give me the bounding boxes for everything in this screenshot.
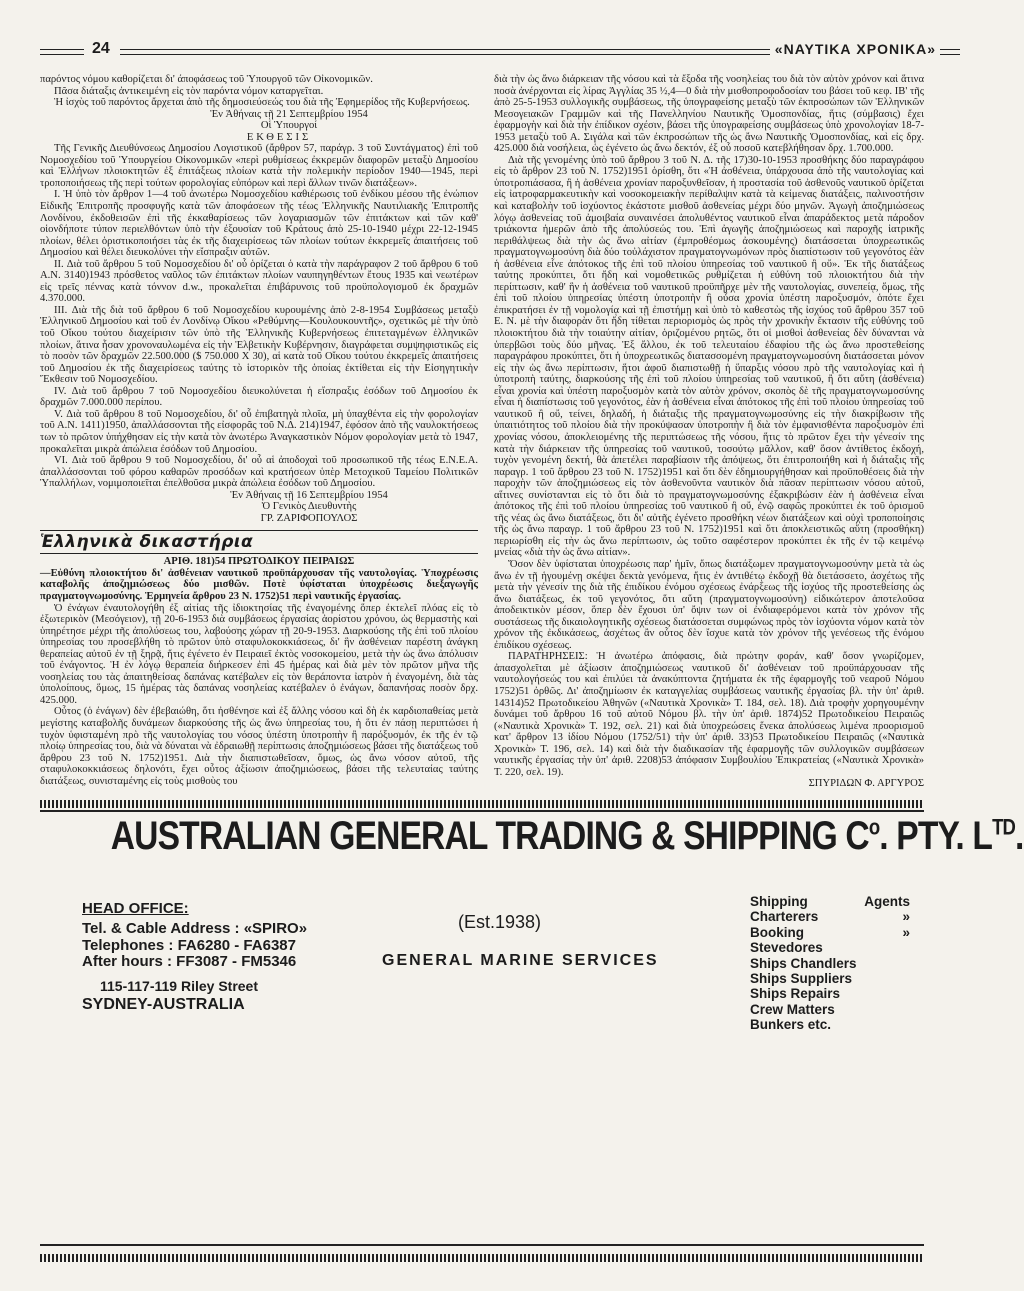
established-year: (Est.1938) <box>458 912 542 932</box>
company-pty-text: . PTY. L <box>879 814 993 858</box>
paragraph: I. Ἡ ὑπὸ τὸν ἄρθρον 1—4 τοῦ ἀνωτέρω Νομοσχεδίου καθιέρωσις τοῦ ἐνδίκου μέσου τῆς ἐνώπιον Εἰδικῆς Ἐπιτροπῆς προσφυγῆς κατὰ τῶν ἀποφάσεων τῆς τέως Ἑλληνικῆς Ναυτιλιακῆς Ἐπιτροπῆς Λονδίνου, ἐκδοθεισῶν ἐπὶ τῆς ἐκκαθαρίσεως τῶν λογαριασμῶν τῶν ἐπιτάκτων καὶ τῶν καθ' οἱονδήποτε τύπον περιελθόντων ὑπὸ τὴν ἐξουσίαν τοῦ Κράτους ἀπὸ 25-10-1940 μέχρι 22-12-1945 πλοίων, θέλει ὁριστικοποιήσει τὰς ἐκ τῆς διαχειρίσεως τῶν πλοίων τούτων ἐκκρεμεῖς ἀπαιτήσεις τοῦ Δημοσίου καὶ θέλει διευκολύνει τὴν εἴσπραξιν αὐτῶν. <box>40 189 478 259</box>
ad-border-top <box>40 800 924 808</box>
paragraph: Ἡ ἰσχὺς τοῦ παρόντος ἄρχεται ἀπὸ τῆς δημοσιεύσεώς του διὰ τῆς Ἐφημερίδος τῆς Κυβερνήσεως. <box>54 97 470 109</box>
service-mark: Agents <box>864 894 910 909</box>
header-rule-middle <box>120 49 770 55</box>
advertisement <box>40 800 1024 1262</box>
after-hours: After hours : FF3087 - FM5346 <box>82 953 297 970</box>
service-label: Stevedores <box>750 940 823 956</box>
paragraph: II. Διὰ τοῦ ἄρθρου 5 τοῦ Νομοσχεδίου δι' οὗ ὁρίζεται ὁ κατὰ τὴν παράγραφον 2 τοῦ ἄρθρου 6 τοῦ Α.Ν. 3140)1943 πρόσθετος ναῦλος τῶν ἐπιτάκτων πλοίων ναυπηγηθέντων ἔτους 1935 καὶ νεωτέρων εἰς τρεῖς πέννας κατὰ τόννον d.w., προκαλεῖται ἐπιβάρυνσις τοῦ προϋπολογισμοῦ ἐκ δραχμῶν 4.370.000. <box>40 258 478 305</box>
left-column <box>40 74 478 799</box>
company-name <box>110 814 1024 859</box>
service-item <box>750 940 910 955</box>
section-title: Ἑλληνικὰ δικαστήρια <box>40 532 254 553</box>
company-ltd-dot: . <box>1015 814 1024 858</box>
company-ltd-superscript: TD <box>992 814 1016 840</box>
paragraph: διὰ τὴν ὡς ἄνω διάρκειαν τῆς νόσου καὶ τὰ ἔξοδα τῆς νοσηλείας του διὰ τὸν αὐτὸν χρόνον καὶ ἅτινα ποσὰ ἀνέρχονται εἰς λίρας Ἀγγλίας 35 ½,4—0 διὰ τὴν μισθοπροφοδοσίαν του βάσει τοῦ κεφ. ΙΒ' τῆς ἀπὸ 25-5-1953 συλλογικῆς συμβάσεως, τῆς ὑπογραφείσης μεταξὺ τῶν ἐκπροσώπων τῶν Ἑλληνικῶν Μεσογειακῶν Γραμμῶν καὶ τῆς Πανελληνίου Ναυτικῆς Ὁμοσπονδίας, ἥτις (σύμβασις) ἔχει ἐφαρμογὴν καὶ διὰ τὴν ἐπίδικον σχέσιν, βάσει τῆς ὑπογραφείσης συμβάσεως ὑπὸ χρονολογίαν 18-7-1953 μεταξὺ τοῦ Α. Σιγάλα καὶ τῶν ἐκπροσώπων τῆς ὡς ἄνω Ναυτικῆς Ὁμοσπονδίας, καὶ εἰς δρχ. 425.000 διὰ νοσήλεια, ὡς ἐγένετο ὡς ἄνω δεκτόν, ἐξ οὗ ποσοῦ κατεβλήθησαν δρχ. 1.700.000. <box>494 74 924 155</box>
company-name-text: AUSTRALIAN GENERAL TRADING & SHIPPING C <box>110 814 869 858</box>
header-rule-right <box>940 49 960 55</box>
paragraph: Πᾶσα διάταξις ἀντικειμένη εἰς τὸν παρόντα νόμον καταργεῖται. <box>54 85 324 97</box>
author-name: ΣΠΥΡΙΔΩΝ Φ. ΑΡΓΥΡΟΣ <box>808 778 924 790</box>
journal-title: «ΝΑΥΤΙΚΑ ΧΡΟΝΙΚΑ» <box>774 41 936 57</box>
signatory-name: ΓΡ. ΖΑΡΙΦΟΠΟΥΛΟΣ <box>260 512 358 524</box>
ad-border-bottom <box>40 1254 924 1262</box>
service-label: Charterers <box>750 909 819 925</box>
service-label: Ships Repairs <box>750 986 841 1002</box>
cable-address: Tel. & Cable Address : «SPIRO» <box>82 920 308 937</box>
service-item <box>750 894 910 909</box>
page-header <box>40 40 960 62</box>
service-label: Shipping <box>750 894 808 909</box>
ad-rule-top <box>40 810 924 812</box>
contact-block <box>82 921 307 971</box>
company-co-superscript: o <box>868 814 880 840</box>
right-column <box>494 74 924 799</box>
service-item <box>750 956 910 971</box>
service-item <box>750 971 910 986</box>
services-list <box>750 894 910 1033</box>
paragraph: Διὰ τῆς γενομένης ὑπὸ τοῦ ἄρθρου 3 τοῦ Ν. Δ. τῆς 17)30-10-1953 προσθήκης δύο παραγράφου εἰς τὸ ἄρθρον 23 τοῦ Ν. 1752)1951 ὁρίσθη, ὅτι «Ἡ ἀσθένεια, ὑπάρχουσα ἀπὸ τῆς ναυτολογίας καὶ ὑποτροπιάσασα, ἢ ἡ ἀσθένεια χρονίαν παροξυνθεῖσαν, ἡ προστασία τοῦ ἀσθενοῦς ναυτικοῦ ὁρίζεται εἰς ἰατροφαρμακευτικὴν καὶ νοσοκομειακὴν περίθαλψιν κατὰ τὰ κείμενας διατάξεις, παλινοστήσιν καὶ καταβολὴν τοῦ ἰσχύοντος ἑκάστοτε μισθοῦ ἀσθενείας μέχρι δύο μηνῶν. Ἀγωγὴ ἀποζημιώσεως λόγῳ ἀσθενείας τοῦ ἀμοιβαία συναινέσει ἀπολυθέντος ναυτικοῦ εἶναι ἀπαράδεκτος μετὰ πάροδον τριάκοντα ἡμερῶν ἀπὸ τῆς ἀπολύσεώς του. Ἐπὶ ἀγωγῆς ἀποζημιώσεως καὶ παροχῆς ἰατρικῆς περιθάλψεως διὰ τὴν ὡς ἄνω αἰτίαν (ἐμπροθέσμως ἀσκουμένης) διατάσσεται ὑποχρεωτικῶς πραγματογνωμοσύνη διὰ δύο τοὐλάχιστον πραγματογνωμόνων πρὸς διαπίστωσιν τοῦ γεγονότος ἐὰν ἡ ἀσθένεια εἶνε ἀπότοκος τῆς ἐπὶ τοῦ πλοίου ὑπηρεσίας τοῦ ναυτικοῦ ἢ οὔ». Ἐκ τῆς διατάξεως ταύτης προκύπτει, ὅτι ἤδη καὶ νομοθετικῶς ρυθμίζεται ἡ εὐθύνη τοῦ πλοιοκτήτου διὰ τὴν περίπτωσιν, καθ' ἣν ἡ ἀσθένεια τοῦ ναυτικοῦ προϋπῆρχε μὲν τῆς ναυτολογίας, συνεπείᾳ, ὅμως, τῆς ἐπὶ τοῦ πλοίου ὑπηρεσίας ὑπέστη ὑποτροπὴν ἢ οὖσα χρονία ὑπέστη παροξυσμόν, ὁπότε ἔχει ἐπικρατήσει ἐν τῇ νομολογίᾳ καὶ τῇ ἐπιστήμῃ καὶ ὑπὸ τὸ καθεστὼς τῆς ἰσχύος τοῦ ἄρθρου 357 τοῦ Ε. Ν. μὲ τὴν διαφορὰν ὅτι ἤδη τίθεται περιορισμὸς ὡς πρὸς τὴν χρονικὴν ἔκτασιν τῆς εὐθύνης τοῦ πλοιοκτήτου διὰ τὴν τοιαύτην αἰτίαν, ὁριζομένου ρητῶς, ὅτι οἱ μισθοὶ ἀσθενείας δὲν δύνανται νὰ ὑπερβῶσι τοὺς δύο μῆνας. Ἐξ ἄλλου, ἐκ τοῦ τελευταίου ἐδαφίου τῆς ὡς ἄνω προστεθείσης παραγράφου προκύπτει, ὅτι ἡ ὑποχρεωτικῶς διατασσομένη πραγματογνωμοσύνη διατάσσεται μόνον εἰς τὴν ὡς ἄνω περίπτωσιν, ἥτοι ἀφοῦ διαπιστωθῇ ἡ ὕπαρξις νόσου πρὸ τῆς ναυτολογίας καὶ ἡ ὑποτροπὴ ταύτης, διαρκούσης τῆς ἐπὶ τοῦ πλοίου ὑπηρεσίας τοῦ ναυτικοῦ, ἢ ὅτι αὕτη (ἀσθένεια) εἶναι χρονία καὶ ὑπέστη παροξυσμὸν κατὰ τὸν αὐτὸν χρόνον, σκοπὸς δὲ τῆς πραγματογνωμοσύνης εἶναι ἡ διαπίστωσις τοῦ γεγονότος, ἐὰν ἡ ἀσθένεια εἶναι ἀπότοκος τῆς ἐπὶ τοῦ πλοίου ὑπηρεσίας τοῦ ναυτικοῦ ἢ οὔ, τείνει, δηλαδή, ἡ διάταξις τῆς πραγματογνωμοσύνης εἰς τὴν διακρίβωσιν τῆς ὑπαιτιότητος τοῦ πλοίου διὰ τὴν προκύψασαν ὑποτροπὴν ἢ διὰ τὸν ἐμφανισθέντα παροξυσμὸν ἐπὶ χρονίας νόσου, ἀποκλειομένης τῆς περιπτώσεως τῆς νόσου, ἥτις τὸ πρῶτον ἔχει τὴν γένεσίν της κατὰ τὴν διάρκειαν τῆς ὑπηρεσίας τοῦ ναυτικοῦ, τοσούτῳ μᾶλλον, καθ' ὅσον ἀντίθετος ἐκδοχή, τυχὸν γενομένη δεκτή, θὰ ἀπετέλει παραβίασιν τῆς ἀπόψεως, ὅτι ἐπιτροποιήθη καὶ ἡ διάταξις τῆς παραγρ. 1 τοῦ ἄρθρου 23 τοῦ Ν. 1752)1951 καὶ ὅτι δὲν ἐδημιουργήθησαν καὶ προϋποθέσεις διὰ τὴν παροχὴν τῶν ἀποζημιώσεως εἰς τὸν ἀσθενοῦντα ναυτικὸν διὰ πᾶσαν περίπτωσιν νόσου αὐτοῦ, αἵτινες συνίστανται εἰς τὸ ὅτι διὰ τὸ πραγματογνωμοσύνης ἐξακριβώσιν ἐὰν ἡ ἀσθένεια εἶναι ἀπότοκος τῆς ἐπὶ τοῦ πλοίου ὑπηρεσίας τοῦ ναυτικοῦ ἢ οὔ, ἐνῷ σαφῶς προκύπτει ἐκ τοῦ ὁρισμοῦ τῆς νέας ὡς ἄνω διατάξεως, ὅτι δι' αὐτῆς ἐγένετο προσθήκη νέων διατάξεων καὶ οὐχὶ τροποποίησις τῆς ὡς ἄνω παραγρ. 1 τοῦ ἄρθρου 23 τοῦ Ν. 1752)1951 καὶ ὅτι ἀποκλειστικῶς αὕτη (προσθήκη) περιωρίσθη εἰς τὴν ὡς ἄνω περίπτωσιν, ὡς τοῦτο σαφέστερον προκύπτει ἐκ τῆς ἐν τῷ κειμένῳ μνείας «διὰ τὴν ὡς ἄνω αἰτίαν». <box>494 154 924 559</box>
page-margin-bottom <box>0 1262 1000 1291</box>
service-label: Crew Matters <box>750 1001 835 1017</box>
paragraph: IV. Διὰ τοῦ ἄρθρου 7 τοῦ Νομοσχεδίου διευκολύνεται ἡ εἴσπραξις ἐσόδων τοῦ Δημοσίου ἐκ δραχμῶν 7.000.000 περίπου. <box>40 385 478 409</box>
case-number: ΑΡΙΘ. 181)54 ΠΡΩΤΟΔΙΚΟΥ ΠΕΙΡΑΙΩΣ <box>163 556 355 568</box>
services-tagline: GENERAL MARINE SERVICES <box>382 952 659 969</box>
paragraph: III. Διὰ τῆς διὰ τοῦ ἄρθρου 6 τοῦ Νομοσχεδίου κυρουμένης ἀπὸ 2-8-1954 Συμβάσεως μεταξὺ Ἑλληνικοῦ Δημοσίου καὶ τοῦ ἐν Λονδίνῳ Οἴκου «Ρεθύμνης—Κουλουκουντῆς», σχετικῶς μὲ τὴν ὑπὸ τοῦ Οἴκου τούτου διαχείρισιν τῶν ὑπὸ τῆς Ἑλληνικῆς Κυβερνήσεως ἐπιτεταγμένων ἑλληνικῶν πλοίων, ἅτινα ἦσαν χρονοναυλωμένα εἰς τὴν Ἐλβετικὴν Κυβέρνησιν, διαγράφεται συμψηφιστικῶς εἰς τὸ ποσὸν τῶν δραχμῶν 22.500.000 ($ 750.000 X 30), αἱ κατὰ τοῦ Οἴκου τούτου ἐκκρεμεῖς ἀπαιτήσεις τοῦ Δημοσίου ἐκ τῆς διαχειρίσεως ταύτης τὸ ἱστορικὸν τῆς ὁποίας ἐκτίθεται εἰς τὴν Εἰσηγητικὴν Ἔκθεσιν τοῦ Νομοσχεδίου. <box>40 304 478 386</box>
header-rule-left <box>40 49 84 55</box>
signatory-title: Ὁ Γενικὸς Διευθυντὴς <box>261 501 357 513</box>
paragraph: παρόντος νόμου καθορίζεται δι' άποφάσεως τοῦ Ὑπουργοῦ τῶν Οἰκονομικῶν. <box>40 74 373 85</box>
date-line: Ἐν Ἀθήναις τῇ 16 Σεπτεμβρίου 1954 <box>230 489 388 501</box>
city: SYDNEY-AUSTRALIA <box>82 996 245 1013</box>
paragraph: Τῆς Γενικῆς Διευθύνσεως Δημοσίου Λογιστικοῦ (ἄρθρον 57, παράγρ. 3 τοῦ Συντάγματος) ἐπὶ τοῦ Νομοσχεδίου τοῦ Ὑπουργείου Οἰκονομικῶν «περὶ ρυθμίσεως ἐκκρεμῶν διαφορῶν μεταξὺ Δημοσίου καὶ Ἑλλήνων πλοιοκτητῶν ἐξ ἐπιτάξεως πλοίων κατὰ τὴν πολεμικὴν περίοδον 1940—1945, περὶ τροποποιήσεως τῆς περὶ τούτων φορολογίας εὐπόρων καὶ περὶ ἄλλων τινῶν διατάξεων». <box>40 143 478 189</box>
paragraph: Ὁ ἐνάγων ἐναυτολογήθη ἐξ αἰτίας τῆς ἰδιοκτησίας τῆς ἐναγομένης ὅπερ ἐκτελεῖ πλόας εἰς τὸ ἐξωτερικὸν (Μεσόγειον), τῇ 20-6-1953 διὰ συμβάσεως ἐργασίας ἀορίστου χρόνου, ὡς θερμαστὴς καὶ ὑπηρέτησε μέχρι τῆς ἀπολύσεως του, λαβούσης χώραν τῇ 20-9-1953. Διαρκούσης τῆς ἐπὶ τοῦ πλοίου ὑπηρεσίας του προσεβλήθη τὸ πρῶτον ὑπὸ σταφυλοκοκκιάσεως, δι' ἣν ἀσθένειαν παρέστη ἀνάγκη θεραπείας αὐτοῦ ἐν τῇ ξηρᾷ, ἥτις ἐγένετο ἐν Πειραιεῖ ἐκτὸς νοσοκομείου, μετὰ τὴν ὡς ἄνω ἀπόλυσιν τοῦ ἐνάγοντος. Ἡ ἐν λόγῳ θεραπεία διήρκεσεν ἐπὶ 45 ἡμέρας καὶ διὰ μὲν τὸν πρῶτον μῆνα τῆς νοσηλείας του τὰς ἀπαιτηθείσας δαπάνας κατέβαλεν εἰς τὸν θεράποντα ἰατρὸν ἡ ἐναγομένη, διὰ τὰς ὑπολοίπους, ὅμως, 15 ἡμέρας τὰς δαπάνας νοσηλείας κατέβαλεν ὁ ἐνάγων, δαπανήσας ποσὸν δρχ. 425.000. <box>40 602 478 706</box>
case-summary: —Εὐθύνη πλοιοκτήτου δι' ἀσθένειαν ναυτικοῦ προϋπάρχουσαν τῆς ναυτολογίας. Ὑποχρέωσις καταβολῆς ἀποζημιώσεως δύο μισθῶν. Ποτὲ ὑφίσταται ὑποχρέωσις διεξαγωγῆς πραγματογνωμοσύνης. Ἑρμηνεία ἄρθρου 23 Ν. 1752)51 περὶ ναυτικῆς ἐργασίας. <box>40 567 478 602</box>
page-number: 24 <box>92 40 110 57</box>
telephones: Telephones : FA6280 - FA6387 <box>82 936 296 954</box>
report-heading: ΕΚΘΕΣΙΣ <box>246 131 312 143</box>
service-item <box>750 909 910 924</box>
date-line: Ἐν Ἀθήναις τῇ 21 Σεπτεμβρίου 1954 <box>210 108 368 120</box>
street-address: 115-117-119 Riley Street <box>100 978 259 994</box>
paragraph: V. Διὰ τοῦ ἄρθρου 8 τοῦ Νομοσχεδίου, δι' οὗ ἐπιβατηγὰ πλοῖα, μὴ ὑπαχθέντα εἰς τὴν φορολογίαν τοῦ Α.Ν. 1411)1950, ἀπαλλάσσονται τῆς εἰσφορᾶς τοῦ Ν.Δ. 214)1947, ἐφόσον ἀπὸ τῆς ναυλοκτήσεως των τὸ πρῶτον ὑπήχθησαν εἰς τὴν κατὰ τὸν ἀνωτέρω Ἀναγκαστικὸν Νόμον φορολογίαν μετὰ τὸ 1947, προκαλεῖται μικρὰ ἀπώλεια ἐσόδων τοῦ Δημοσίου. <box>40 408 478 455</box>
service-mark: » <box>902 909 910 925</box>
head-office-label: HEAD OFFICE: <box>82 900 189 917</box>
service-item <box>750 925 910 940</box>
service-mark: » <box>902 924 910 940</box>
section-heading <box>40 530 478 554</box>
service-item <box>750 986 910 1001</box>
service-item <box>750 1017 910 1032</box>
ad-rule-bottom <box>40 1244 924 1246</box>
paragraph: Ὅσον δὲν ὑφίσταται ὑποχρέωσις παρ' ἡμῖν, ὅπως διατάξωμεν πραγματογνωμοσύνην μετὰ τὰ ὡς ἄνω ἐν τῇ ἡγουμένῃ σκέψει δεκτὰ γενόμενα, ἥτις ἐν ἀντιθέτῳ ἐκδοχῇ θὰ διετάσσετο, ἀσχέτως τῆς μετὰ τὴν γένεσίν της διὰ τῆς ἐπιδίκου ἐνόμου σχέσεως ἐνάρξεως τῆς ἰσχύος τῆς προστεθείσης ὡς ἄνω διατάξεως, ἐκ τοῦ γεγονότος, ὅτι αὕτη (πραγματογνωμοσύνη) εἰδικώτερον ἀποτελοῦσα ἀποδεικτικὸν μέσον, ὅπερ δὲν ἔχουσι ὑπ' ὄψιν των οἱ ἐνδιαφερόμενοι κατὰ τὸν χρόνον τῆς συστάσεως τῆς δικαιολογητικῆς σχέσεως διατάσσεται συμφώνως πρὸς τὸν ἰσχύοντα νόμον κατὰ τὸν χρόνον τῆς ἐκδικάσεως, ἀσχέτως ἂν οὗτος δὲν ἴσχυε κατὰ τὸν χρόνον τῆς γενέσεως τῆς ἐνόμου ἐπιδίκου σχέσεως. <box>494 558 924 651</box>
service-label: Booking <box>750 924 804 940</box>
paragraph: VI. Διὰ τοῦ ἄρθρου 9 τοῦ Νομοσχεδίου, δι' οὗ αἱ ἀποδοχαὶ τοῦ προσωπικοῦ τῆς τέως Ε.Ν.Ε.Α. ἀπαλλάσσονται τοῦ φόρου καθαρῶν προσόδων καὶ κρατήσεων ὑπὲρ Μετοχικοῦ Ταμείου Πολιτικῶν Ὑπαλλήλων, νομιμοποιεῖται ἐπελθοῦσα μικρὰ ἀπώλεια ἐσόδων τοῦ Δημοσίου. <box>40 455 478 490</box>
paragraph: Οὗτος (ὁ ἐνάγων) δὲν ἐβεβαιώθη, ὅτι ἠσθένησε καὶ ἐξ ἄλλης νόσου καὶ δὴ ἐκ καρδιοπαθείας μετὰ μεγίστης καταβολῆς δυνάμεων διαρκούσης τῆς ὡς ἄνω ὑπηρεσίας του, ἡ ὅτι ἐν πάσῃ περιπτώσει ἡ τυχὸν ὑφισταμένη πρὸ τῆς ναυτολογίας του νόσος ὑπέστη ὑποτροπὴν ἢ παρόξυσμόν, ἐκ τῆς ἐν τῷ πλοίῳ ὑπηρεσίας του, διὰ νὰ δύναται νὰ ἐδραιωθῇ περίπτωσις ἀποζημιώσεως βάσει τῆς διατάξεως τοῦ ἄρθρου 23 τοῦ Ν. 1752)1951. Διὰ τὴν διαπιστωθεῖσαν, ὅμως, ὡς ἄνω νόσον αὐτοῦ, τῆς σταφυλοκοκκιάσεως δηλονότι, ἔχει οὗτος ἀξίωσιν ἀποζημιώσεως, βάσει τῆς τελευταίας ταύτης διατάξεως, συνισταμένης εἰς τοὺς μισθοὺς του <box>40 706 478 787</box>
paragraph: ΠΑΡΑΤΗΡΗΣΕΙΣ: Ἡ ἀνωτέρω ἀπόφασις, διὰ πρώτην φοράν, καθ' ὅσον γνωρίζομεν, ἀπασχολεῖται μὲ ἀξίωσιν ἀποζημιώσεως ναυτικοῦ δι' ἀσθένειαν τοῦ προϋπάρχουσαν τῆς ναυτολογήσεώς του καὶ ἐπιλύει τὰ ἀνακύπτοντα ζητήματα ἐκ τῆς ἐφαρμογῆς τοῦ νεαροῦ Νόμου 1752)51 ὀρθῶς. Δι' ἀποζημίωσιν ἐκ καταγγελίας συμβάσεως ναυτικῆς ἐργασίας βλ. τὴν ὑπ' ἀριθ. 14314)52 Πρωτοδικείου Ἀθηνῶν («Ναυτικὰ Χρονικὰ» Τ. 184, σελ. 18). Διὰ τροφὴν χορηγουμένην δυνάμει τοῦ ἄρθρου 16 τοῦ αὐτοῦ Νόμου βλ. τὴν ὑπ' ἀριθ. 1874)52 Πρωτοδικείου Πειραιῶς («Ναυτικὰ Χρονικὰ» Τ. 192, σελ. 21) καὶ διὰ ὑποχρεώσεις ἕνεκα ἀπολύσεως λιμένα προορισμοῦ κατ' ἄρθρον 13 ἰδίου Νόμου (1752/51) τὴν ὑπ' ἀριθ. 33)53 Πρωτοδικείου Πειραιῶς («Ναυτικὰ Χρονικὰ» Τ. 196, σελ. 14) καὶ διὰ τὴν διαδικασίαν τῆς ἐφαρμογῆς τῶν συλλογικῶν συμβάσεων ναυτικῆς ἐργασίας τὴν ὑπ' ἀριθ. 2208)53 ἀπόφασιν Συμβουλίου Ἐπικρατείας («Ναυτικὰ Χρονικὰ» Τ. 220, σελ. 19). <box>494 651 924 778</box>
service-label: Ships Chandlers <box>750 955 857 971</box>
service-item <box>750 1002 910 1017</box>
signatories: Οἱ Ὑπουργοί <box>260 120 318 132</box>
service-label: Ships Suppliers <box>750 971 853 987</box>
service-label: Bunkers etc. <box>750 1017 832 1033</box>
